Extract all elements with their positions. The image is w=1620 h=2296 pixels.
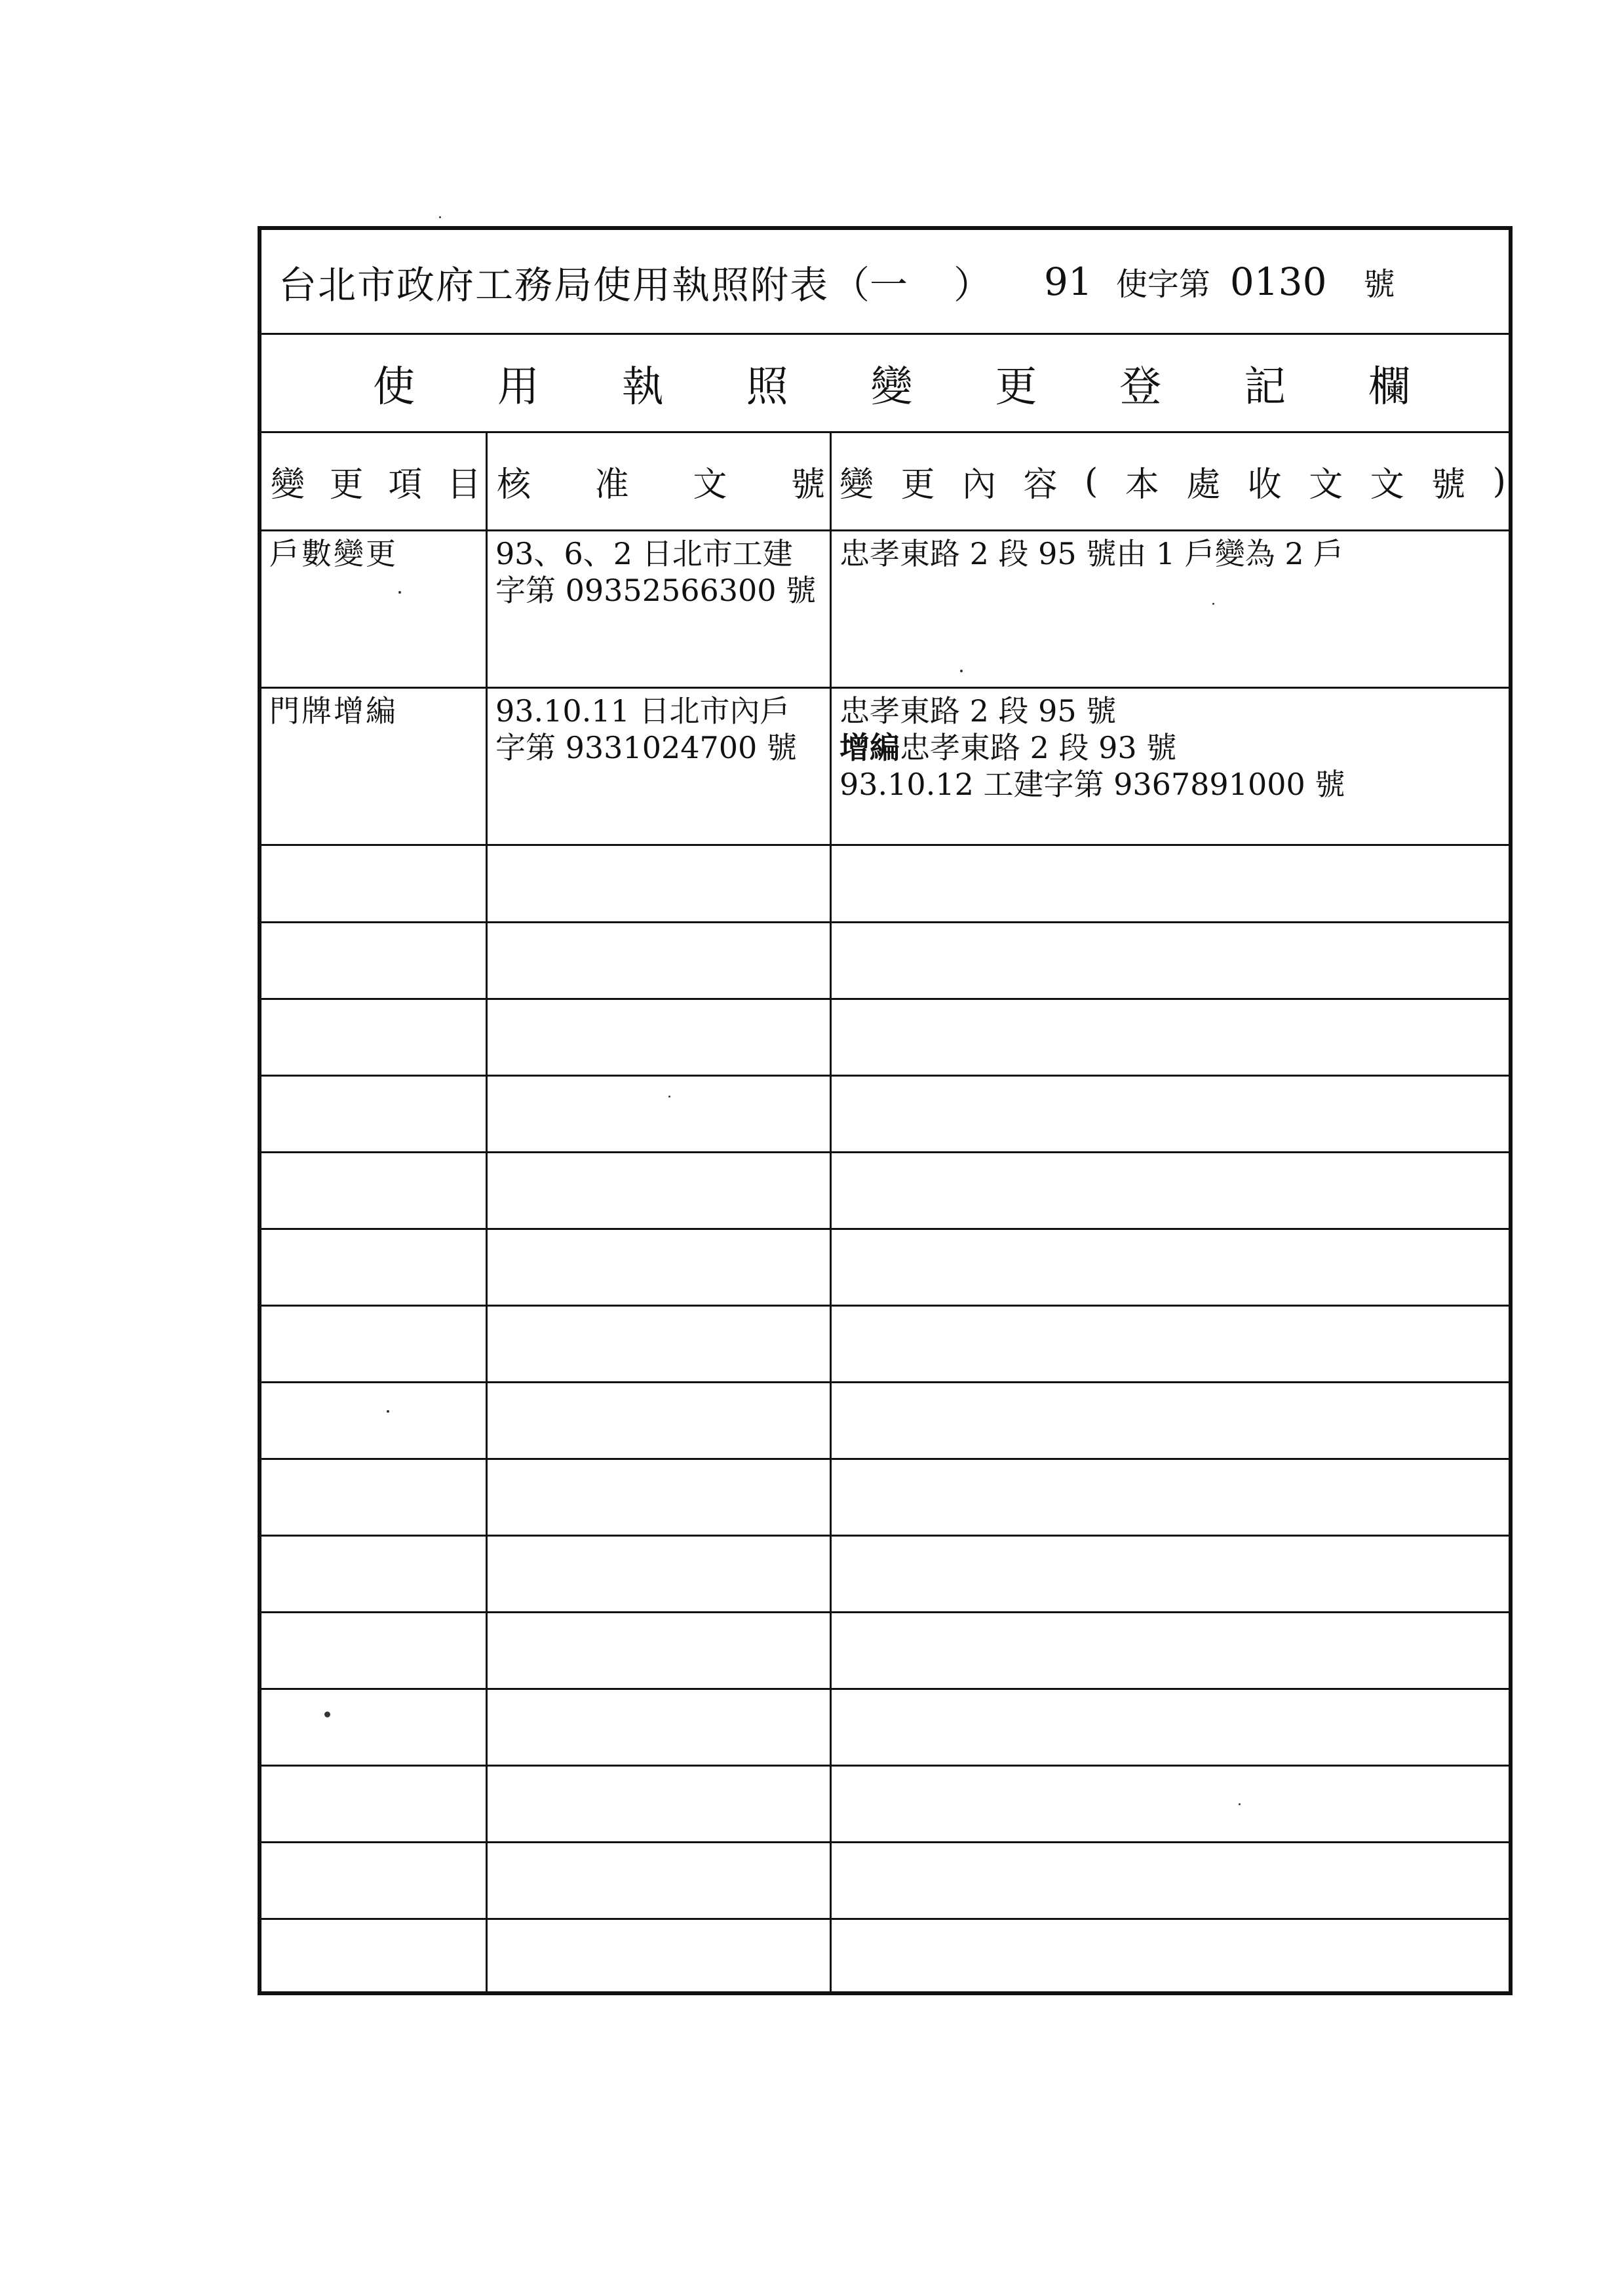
- entry-item: [261, 689, 488, 844]
- scan-speck: [668, 1096, 670, 1098]
- scan-speck: [439, 216, 441, 218]
- column-header-item: [261, 433, 488, 529]
- entry-content-line: 忠孝東路 2 段 95 號由 1 戶變為 2 戶: [839, 536, 1344, 571]
- entry-item: [261, 531, 488, 687]
- license-serial: 0130: [1229, 259, 1327, 304]
- table-title: 台北市政府工務局使用執照附表: [279, 262, 830, 307]
- entry-content-line: [839, 729, 1501, 766]
- entry-approval-line: 字第 9331024700 號: [495, 730, 797, 765]
- section-heading: [261, 335, 1509, 433]
- header-char: 文: [1370, 465, 1404, 505]
- table-title-row: [261, 230, 1509, 335]
- header-char: 變: [271, 465, 305, 505]
- header-char: 核: [497, 465, 531, 505]
- scan-speck: [1212, 603, 1214, 605]
- header-char: 目: [446, 465, 481, 505]
- table-row: [261, 1153, 1509, 1230]
- scan-speck: [1239, 1803, 1241, 1805]
- entry-content-line: 93.10.12 工建字第 9367891000 號: [839, 767, 1345, 802]
- section-heading-char: 用: [497, 362, 539, 411]
- table-row: [261, 923, 1509, 1000]
- header-char: 內: [961, 465, 996, 505]
- table-row: [261, 1000, 1509, 1077]
- table-row: [261, 1613, 1509, 1690]
- section-heading-char: 執: [621, 362, 664, 411]
- license-attachment-table: [258, 226, 1513, 1995]
- section-heading-char: 欄: [1368, 362, 1410, 411]
- table-row: [261, 1077, 1509, 1153]
- column-header-row: [261, 433, 1509, 531]
- scan-speck: [387, 1410, 389, 1413]
- header-char: 變: [839, 465, 874, 505]
- column-header-approval: [488, 433, 832, 529]
- table-row: [261, 531, 1509, 689]
- header-char: ): [1492, 461, 1506, 501]
- entry-content: [832, 531, 1509, 687]
- entry-content: [832, 689, 1509, 844]
- header-char: 更: [900, 465, 935, 505]
- entry-content-line: 忠孝東路 2 段 95 號: [839, 693, 1117, 729]
- license-suffix: 號: [1363, 266, 1395, 303]
- entry-item-text: 門牌增編: [269, 693, 398, 729]
- scan-speck: [324, 1712, 330, 1717]
- entry-approval-line: 93.10.11 日北市內戶: [495, 693, 790, 729]
- table-row: [261, 1690, 1509, 1767]
- entry-content-rest: 忠孝東路 2 段 93 號: [900, 730, 1177, 765]
- header-char: (: [1084, 461, 1098, 501]
- entry-approval-line: 93、6、2 日北市工建: [495, 536, 793, 571]
- header-char: 處: [1186, 465, 1221, 505]
- table-number-open: （一: [832, 262, 908, 307]
- section-heading-char: 登: [1119, 362, 1162, 411]
- header-char: 收: [1247, 465, 1282, 505]
- table-row: [261, 1460, 1509, 1537]
- column-header-content: [832, 433, 1509, 529]
- table-row: [261, 689, 1509, 846]
- entry-approval: [488, 689, 832, 844]
- header-char: 本: [1125, 465, 1159, 505]
- entry-item-text: 戶數變更: [269, 536, 398, 571]
- table-row: [261, 1383, 1509, 1460]
- scan-speck: [398, 591, 401, 594]
- entry-content-bold: 增編: [839, 730, 900, 765]
- section-heading-char: 變: [870, 362, 913, 411]
- table-row: [261, 1767, 1509, 1843]
- column-divider: [486, 433, 488, 1991]
- column-divider: [830, 433, 832, 1991]
- header-char: 文: [1309, 465, 1343, 505]
- header-char: 號: [790, 465, 825, 505]
- section-heading-char: 記: [1244, 362, 1286, 411]
- section-heading-char: 使: [373, 362, 415, 411]
- entry-approval-line: 字第 09352566300 號: [495, 573, 817, 608]
- table-number-close: ）: [954, 262, 992, 307]
- section-heading-char: 照: [746, 362, 788, 411]
- table-row: [261, 1230, 1509, 1307]
- table-row: [261, 1537, 1509, 1613]
- entry-approval: [488, 531, 832, 687]
- section-heading-char: 更: [995, 362, 1037, 411]
- header-char: 項: [388, 465, 423, 505]
- header-char: 准: [594, 465, 629, 505]
- license-year: 91: [1044, 259, 1092, 304]
- header-char: 更: [329, 465, 364, 505]
- license-label: 使字第: [1115, 266, 1210, 303]
- header-char: 文: [693, 465, 727, 505]
- table-row: [261, 1843, 1509, 1920]
- table-row: [261, 1307, 1509, 1383]
- header-char: 號: [1431, 465, 1466, 505]
- table-row: [261, 846, 1509, 923]
- scan-speck: [960, 670, 963, 672]
- header-char: 容: [1023, 465, 1058, 505]
